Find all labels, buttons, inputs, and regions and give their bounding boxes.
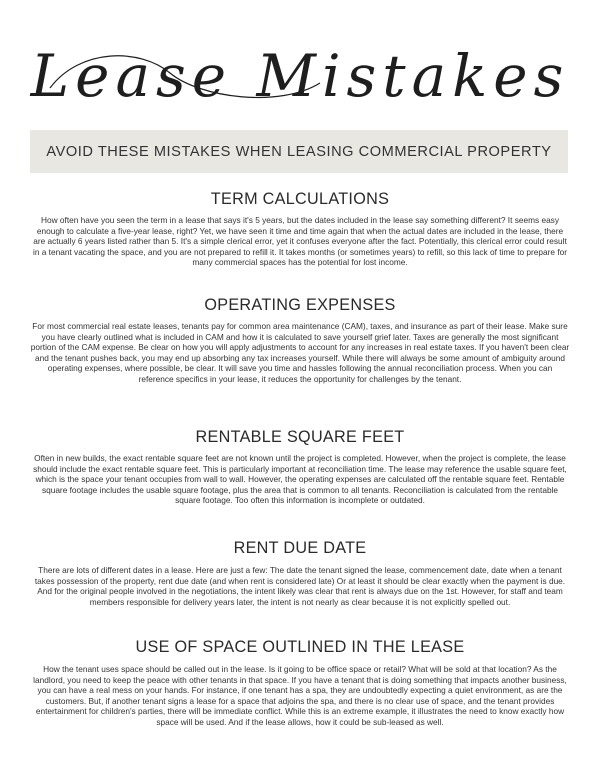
banner-text: AVOID THESE MISTAKES WHEN LEASING COMMERCIAL PROPERTY: [46, 143, 552, 160]
section-body: There are lots of different dates in a lease. Here are just a few: The date the tenant signed the lease, commencement date, date when a tenant takes possession of the property, rent due date (and when rent is considered late) Or at least it should be clear exactly when the payment is due. And for the original people involved in the negotiations, the intent likely was clear that rent is always due on the 1st. However, for staff and team members responsible for delivery years later, the intent is not nearly as clear because it is not explicitly spelled out.: [34, 565, 566, 607]
section-body: How often have you seen the term in a lease that says it's 5 years, but the dates included in the lease say something different? It seems easy enough to calculate a five-year lease, right? Yet, we have seen it time and time again that when the actual dates are included in the lease, there are actually 6 years listed rather than 5. It's a simple clerical error, yet it confuses everyone after the fact. Potentially, this clerical error could result in a tenant vacating the space, and you are not prepared to refill it. It takes months (or sometimes years) to refill, so this lack of time to prepare for many commercial spaces has the potential for lost income.: [32, 215, 568, 268]
script-title: [20, 28, 580, 123]
section-operating-expenses: [30, 294, 570, 385]
section-heading: OPERATING EXPENSES: [204, 296, 396, 314]
subtitle-banner: [30, 130, 568, 173]
section-term-calculations: [30, 188, 570, 268]
section-heading: RENTABLE SQUARE FEET: [195, 428, 405, 446]
section-heading: TERM CALCULATIONS: [210, 190, 390, 208]
section-use-of-space: [30, 636, 570, 728]
section-heading: RENT DUE DATE: [233, 539, 367, 557]
section-body: How the tenant uses space should be called out in the lease. Is it going to be office space or retail? What will be sold at that location? As the landlord, you need to keep the peace with other tenants in that space. If you have a tenant that is doing something that impacts another business, you can have a real mess on your hands. For instance, if one tenant has a spa, they are undoubtedly expecting a quiet environment, as are the customers. But, if another tenant signs a lease for a space that adjoins the spa, and there is no clear use of space, and the tenant provides entertainment for children's parties, there will be immediate conflict. While this is an extreme example, it illustrates the need to know exactly how space will be used. And if the lease allows, how it could be sub-leased as well.: [33, 664, 567, 727]
title-text: Lease Mistakes: [30, 42, 570, 110]
section-body: For most commercial real estate leases, tenants pay for common area maintenance (CAM), taxes, and insurance as part of their lease. Make sure you have clearly outlined what is included in CAM and how it is calculated to save yourself grief later. Taxes are generally the most significant portion of the CAM expense. Be clear on how you will apply adjustments to account for any increases in real estate taxes. If you haven't been clear and the tenant pushes back, you may end up absorbing any tax increases yourself. While there will always be some amount of ambiguity around operating expenses, where possible, be clear. It will save you time and hassles following the annual reconciliation process. When you can reference specifics in your lease, it reduces the opportunity for challenges by the tenant.: [30, 321, 570, 384]
section-rent-due-date: [30, 537, 570, 607]
section-heading: USE OF SPACE OUTLINED IN THE LEASE: [135, 638, 465, 656]
section-rentable-square-feet: [30, 426, 570, 506]
section-body: Often in new builds, the exact rentable square feet are not known until the project is completed. However, when the project is complete, the lease should include the exact rentable square feet. This is particularly important at reconciliation time. The lease may reference the usable square feet, which is the space your tenant occupies from wall to wall. However, the operating expenses are calculated off the rentable square feet. Rentable square footage includes the usable square footage, plus the area that is common to all tenants. Reconciliation is calculated from the rentable square footage. Too often this information is incomplete or outdated.: [33, 453, 567, 506]
